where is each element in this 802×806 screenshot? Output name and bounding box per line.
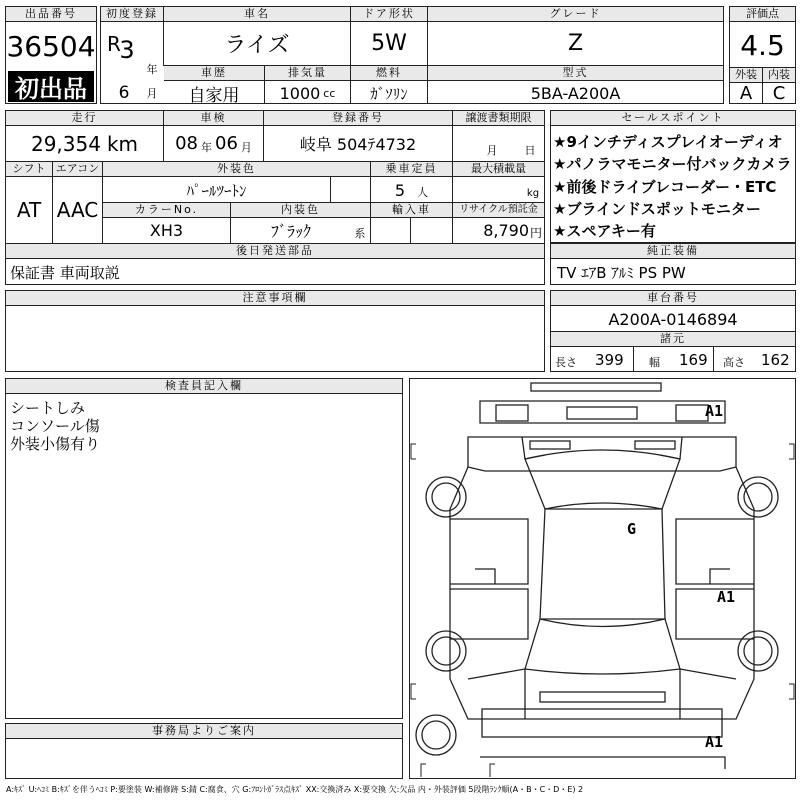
lot-number-box [5,6,97,104]
inspector-label: 検査員記入欄 [6,379,402,394]
ext-color-label: 外装色 [103,162,370,177]
max-load-label: 最大積載量 [453,162,544,177]
score-box [729,6,796,104]
door-type: 5W [371,30,407,56]
lot-number: 36504 [6,29,96,63]
history: 自家用 [188,85,240,106]
selling-point-item: ★前後ドライブレコーダー・ETC [553,178,777,196]
int-color: ﾌﾞﾗｯｸ [270,222,311,241]
capacity [371,178,452,202]
model-label: 型式 [428,66,723,81]
mileage-value: 29,354 [30,131,101,156]
width: 169 [679,351,708,369]
length: 399 [595,351,624,369]
grade: Z [567,30,584,56]
first-reg-era: R [107,32,121,56]
recycle-label: リサイクル預託金 [453,203,544,218]
notes-box [5,290,545,372]
lot-number-label: 出品番号 [6,7,96,22]
plate: 岐阜 504ﾃ4732 [299,135,417,154]
inspector-note: シートしみ [10,399,86,417]
shift: AT [16,198,42,222]
inspection-year-unit: 年 [201,140,212,154]
car-diagram [410,379,795,778]
displacement [265,82,350,104]
width-label: 幅 [649,356,660,369]
model: 5BA-A200A [530,83,621,103]
first-reg-year-unit: 年 [146,63,158,76]
selling-point-item: ★スペアキー有 [553,222,656,240]
transfer-month-unit: 月 [486,144,498,157]
import-label: 輸入車 [371,203,452,218]
notes-label: 注意事項欄 [6,291,544,306]
office-label: 事務局よりご案内 [6,724,402,739]
car-diagram-box [409,378,796,779]
damage-mark-roof: G [627,520,637,538]
car-name-label: 車名 [164,7,350,22]
ac-label: エアコン [53,162,102,177]
int-color-unit: 系 [354,227,366,240]
fuel: ｶﾞｿﾘﾝ [370,84,408,103]
capacity-unit: 人 [417,186,429,199]
recycle-unit: 円 [529,225,542,240]
ext-color: ﾊﾟｰﾙﾂｰﾄﾝ [186,181,247,200]
color-no-label: カラーNo. [103,203,230,218]
mileage-unit: km [106,131,139,156]
first-reg-label: 初度登録 [101,7,163,22]
capacity-value: 5 [394,180,406,200]
specs-label: 諸元 [551,332,795,347]
recycle-fee: 8,790 [483,221,529,240]
history-label: 車歴 [164,66,264,81]
inspection-year: 08 [175,133,198,154]
equipment-label: 純正装備 [551,244,795,259]
car-name: ライズ [224,32,290,58]
inspection-label: 車検 [164,111,263,126]
chassis-box [550,290,796,372]
exterior-label: 外装 [730,68,762,83]
selling-points-label: セールスポイント [551,111,795,126]
displacement-label: 排気量 [265,66,350,81]
height: 162 [761,351,790,369]
later-parts-label: 後日発送部品 [6,244,544,259]
inspector-note: コンソール傷 [10,417,100,435]
inspection-month: 06 [215,133,238,154]
mileage-label: 走行 [6,111,163,126]
displacement-unit: cc [323,86,336,100]
equipment-box [550,243,796,285]
first-reg-month: 6 [118,83,130,103]
inspection-expiry [164,127,263,160]
equipment-value: TV ｴｱB ｱﾙﾐ PS PW [557,264,686,282]
shift-label: シフト [6,162,52,177]
int-color-label: 内装色 [231,203,370,218]
first-reg-month-unit: 月 [146,87,158,100]
legend-text: A:ｷｽﾞ U:ﾍｺﾐ B:ｷｽﾞを伴うﾍｺﾐ P:要塗装 W:補修跡 S:錆 C:腐食、穴 G:ﾌﾛﾝﾄｶﾞﾗｽ点ｷｽﾞ XX:交換済み X:要交換 欠:欠品 内・外装評価 5段階ﾗﾝｸ順(A・B・C・D・E) 2 [6,785,584,794]
fuel-label: 燃料 [351,66,427,81]
score: 4.5 [740,28,785,62]
later-parts: 保証書 車両取説 [10,264,120,282]
selling-point-item: ★パノラマモニター付バックカメラ [553,155,792,173]
score-label: 評価点 [730,7,795,22]
transfer-label: 譲渡書類期限 [453,111,544,126]
displacement-value: 1000 [279,83,321,103]
selling-point-item: ★9インチディスプレイオーディオ [553,133,783,151]
grade-label: グレード [428,7,723,22]
chassis-number: A200A-0146894 [608,309,738,329]
exterior-grade: A [739,82,753,104]
chassis-label: 車台番号 [551,291,795,306]
interior-label: 内装 [763,68,795,83]
mileage [6,127,163,160]
height-label: 高さ [723,356,745,369]
plate-label: 登録番号 [264,111,452,126]
length-label: 長さ [555,356,577,369]
transfer-day-unit: 日 [524,144,536,157]
inspector-note: 外装小傷有り [10,435,101,453]
first-listing-badge: 初出品 [8,71,94,102]
door-label: ドア形状 [351,7,427,22]
capacity-label: 乗車定員 [371,162,452,177]
inspection-month-unit: 月 [240,140,252,154]
color-no: XH3 [149,221,184,240]
office-box [5,723,403,779]
selling-point-item: ★ブラインドスポットモニター [553,200,761,218]
damage-mark-front-right: A1 [705,402,724,420]
damage-mark-rear-right: A1 [705,733,724,751]
interior-grade: C [772,82,786,104]
max-load-unit: kg [526,187,540,199]
ac: AAC [56,198,99,222]
damage-mark-right-side: A1 [717,588,736,606]
first-reg-year: 3 [119,36,135,64]
